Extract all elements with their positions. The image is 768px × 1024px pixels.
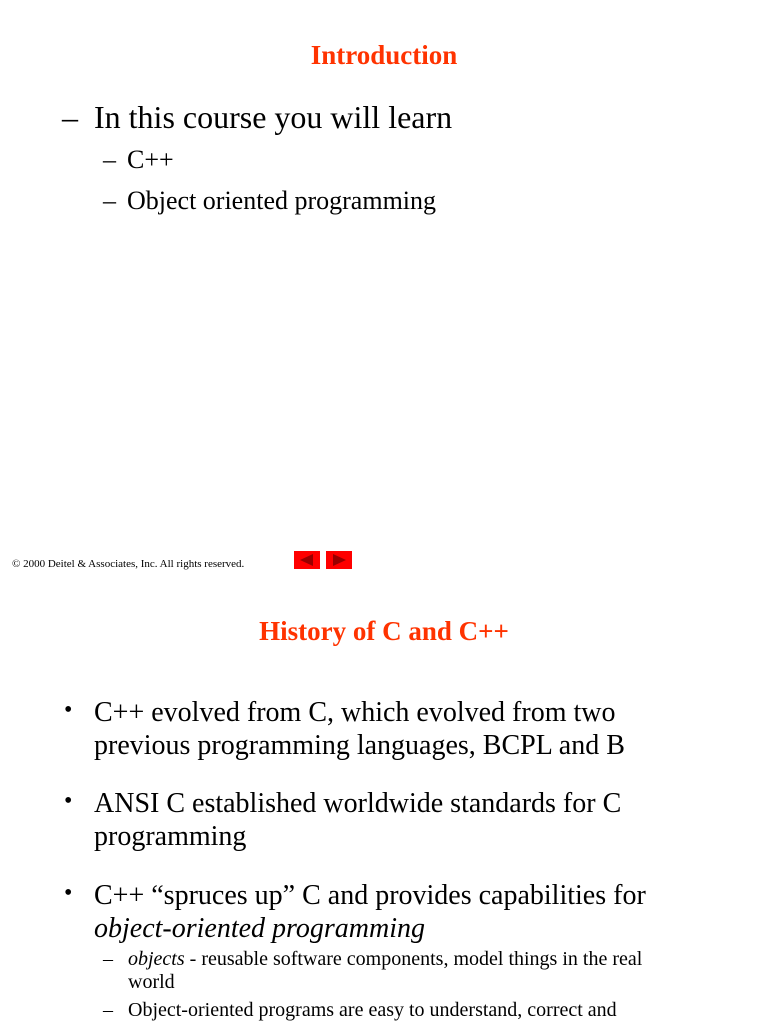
sub-point-text — [128, 948, 642, 994]
bullet-line: programming — [94, 821, 247, 852]
bullet-marker: • — [64, 788, 73, 814]
dash-marker: – — [103, 999, 113, 1021]
bullet-marker: • — [64, 880, 73, 906]
bullet-line: previous programming languages, BCPL and B — [94, 730, 625, 761]
sub-point-desc: - reusable software components, model things in the real — [184, 948, 643, 970]
copyright-symbol: © — [12, 558, 21, 570]
bullet-line: ANSI C established worldwide standards for C — [94, 788, 622, 819]
bullet-line: C++ “spruces up” C and provides capabilities for — [94, 880, 646, 911]
slide-title-introduction: Introduction — [310, 40, 458, 70]
triangle-right-icon — [326, 551, 352, 569]
sub-point-desc: Object-oriented programs are easy to understand, correct and — [128, 999, 617, 1021]
dash-marker: – — [62, 99, 78, 135]
next-slide-button[interactable] — [326, 551, 352, 569]
bullet-marker: • — [64, 697, 73, 723]
previous-slide-button[interactable] — [294, 551, 320, 569]
dash-marker: – — [103, 186, 116, 215]
bullet-text — [94, 787, 621, 853]
sub-point-text: C++ — [127, 145, 174, 174]
sub-point-text: Object oriented programming — [127, 186, 437, 215]
main-point-text: In this course you will learn — [94, 99, 453, 135]
dash-marker: – — [103, 948, 113, 970]
italic-term: objects — [128, 948, 185, 970]
triangle-left-icon — [294, 551, 320, 569]
bullet-line: C++ evolved from C, which evolved from two — [94, 697, 616, 728]
sub-point-text — [128, 999, 617, 1022]
dash-marker: – — [103, 145, 116, 174]
bullet-line-italic: object-oriented programming — [94, 913, 426, 944]
bullet-text — [94, 696, 625, 762]
bullet-text — [94, 879, 646, 945]
copyright-text: 2000 Deitel & Associates, Inc. All rights reserved. — [23, 558, 245, 570]
copyright-footer — [12, 557, 244, 571]
sub-point-continuation: world — [128, 971, 175, 993]
slide-title-history: History of C and C++ — [259, 616, 509, 646]
